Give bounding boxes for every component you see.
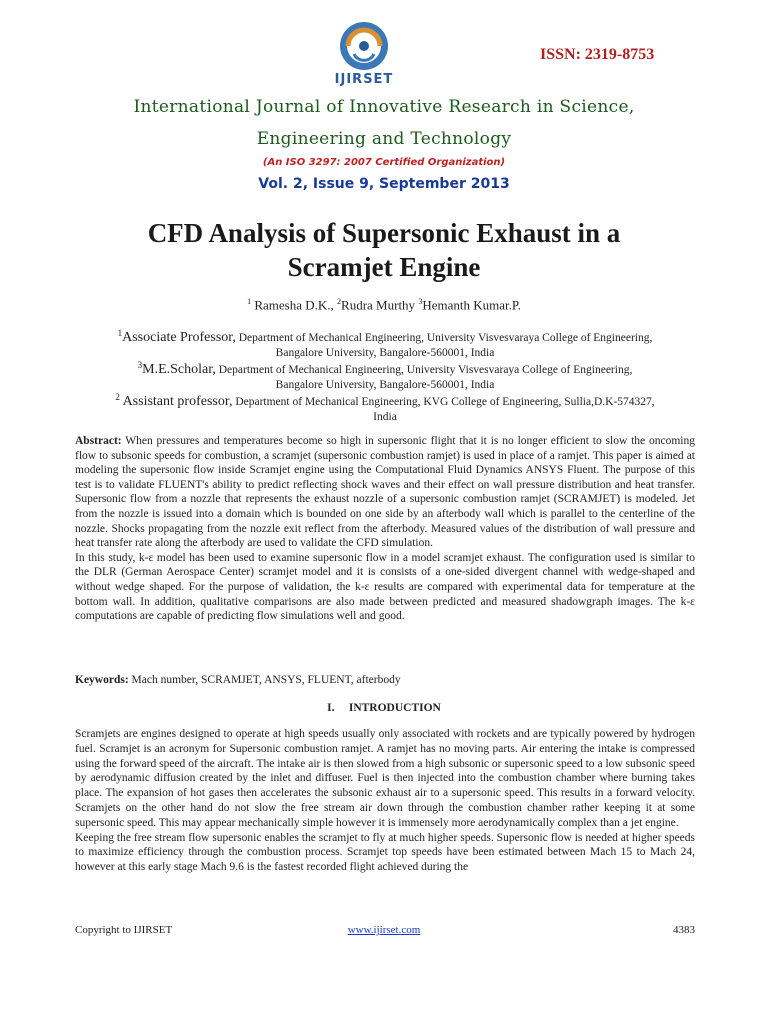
iso-certification: (An ISO 3297: 2007 Certified Organization): [262, 157, 506, 168]
affiliation-sup: 2: [115, 392, 120, 402]
journal-name-line2: Engineering and Technology: [256, 129, 512, 149]
affiliation-line2: Bangalore University, Bangalore-560001, India: [275, 346, 495, 359]
abstract-paragraph: In this study, k-ε model has been used to examine supersonic flow in a model scramjet exhaust. The configuration used is similar to the DLR (German Aerospace Center) scramjet model and it is consists of a one-sided divergent channel with wedge-shaped and without wedge shaped. For the purpose of validation, the k-ε results are compared with experimental data for temperature at the bottom wall. In addition, qualitative comparisons are also made between predicted and measured shadowgraph images. The k-ε computations are capable of predicting flow simulations well and good.: [75, 551, 695, 623]
affiliation: [70, 358, 700, 393]
abstract-label: Abstract:: [75, 435, 122, 447]
author-sup: 1: [247, 297, 252, 306]
page-number: 4383: [673, 924, 695, 936]
affiliation-sup: 1: [117, 328, 123, 338]
affiliation-role: M.E.Scholar,: [142, 361, 216, 377]
keywords-list: Mach number, SCRAMJET, ANSYS, FLUENT, afterbody: [128, 674, 401, 686]
journal-logo: [318, 18, 410, 90]
author-name: Ramesha D.K.,: [251, 297, 338, 313]
affiliation-sup: 3: [137, 360, 143, 370]
affiliation: [70, 326, 700, 361]
affiliation: [70, 390, 700, 425]
affiliation-role: Associate Professor,: [122, 329, 236, 345]
abstract: [75, 434, 695, 624]
paper-title: [60, 216, 708, 284]
author-name: Rudra Murthy: [341, 297, 419, 313]
volume-issue: Vol. 2, Issue 9, September 2013: [258, 176, 510, 192]
issn: ISSN: 2319-8753: [540, 46, 655, 63]
journal-name-line1: International Journal of Innovative Research in Science,: [133, 97, 635, 117]
affiliation-line2: Bangalore University, Bangalore-560001, India: [275, 378, 495, 391]
affiliation-line2: India: [373, 410, 397, 423]
logo-text: IJIRSET: [334, 72, 394, 87]
affiliation-role: Assistant professor,: [119, 393, 233, 409]
title-line2: Scramjet Engine: [287, 252, 481, 282]
author-name: Hemanth Kumar.P.: [422, 297, 521, 313]
intro-paragraph: Scramjets are engines designed to operate at high speeds usually only associated with rockets and are typically powered by hydrogen fuel. Scramjet is an acronym for Supersonic combustion ramjet. A ramjet has no moving parts. Air entering the intake is compressed using the forward speed of the aircraft. The intake air is then slowed from a high subsonic or supersonic speed to a low subsonic speed by aerodynamic diffusion created by the inlet and diffuser. Fuel is then injected into the combustion chamber where burning takes place. The expansion of hot gases then accelerates the subsonic exhaust air to a supersonic speed. This results in a forward velocity. Scramjets on the other hand do not slow the free stream air down through the combustion chamber rather keeping it at some supersonic speed. This may appear mechanically simple however it is immensely more aerodynamically complex than a jet engine.: [75, 728, 695, 829]
keywords-label: Keywords:: [75, 674, 129, 686]
footer-copyright: Copyright to IJIRSET: [75, 924, 173, 936]
keywords: [75, 674, 695, 686]
abstract-paragraph: When pressures and temperatures become so high in supersonic flight that it is no longer efficient to slow the oncoming flow to subsonic speeds for combustion, a scramjet (supersonic combustion ramjet) is used in place of a ramjet. This paper is aimed at modeling the supersonic flow inside Scramjet engine using the Computational Fluid Dynamics ANSYS Fluent. The purpose of this test is to validate FLUENT's ability to predict reflecting shock waves and their effect on wall pressure distribution and heat transfer. Supersonic flow from a nozzle that represents the exhaust nozzle of a supersonic combustion ramjet (SCRAMJET) is modeled. Jet from the nozzle is issued into a domain which is bounded on one side by an afterbody wall which is parallel to the centerline of the nozzle. Shocks propagating from the nozzle exit reflect from the afterbody. Measured values of the distribution of wall pressure and heat transfer rate along the afterbody are used to validate the CFD simulation.: [75, 435, 695, 550]
authors: [0, 297, 768, 313]
affiliation-text: Department of Mechanical Engineering, University Visvesvaraya College of Engineering,: [235, 331, 653, 344]
author-sup: 2: [337, 297, 342, 306]
title-line1: CFD Analysis of Supersonic Exhaust in a: [147, 218, 621, 248]
introduction: [75, 727, 695, 875]
affiliation-text: Department of Mechanical Engineering, University Visvesvaraya College of Engineering,: [215, 363, 633, 376]
author-sup: 3: [418, 297, 423, 306]
website-link[interactable]: www.ijirset.com: [347, 924, 421, 936]
section-heading: I. INTRODUCTION: [327, 702, 441, 714]
intro-paragraph: Keeping the free stream flow supersonic enables the scramjet to fly at much higher speeds. Supersonic flow is needed at higher speeds to maximize efficiency through the combustion process. Scramjet top speeds have been estimated between Mach 15 to Mach 24, however at this early stage Mach 9.6 is the fastest recorded flight achieved during the: [75, 831, 695, 874]
affiliation-text: Department of Mechanical Engineering, KVG College of Engineering, Sullia,D.K-574327,: [232, 395, 655, 408]
